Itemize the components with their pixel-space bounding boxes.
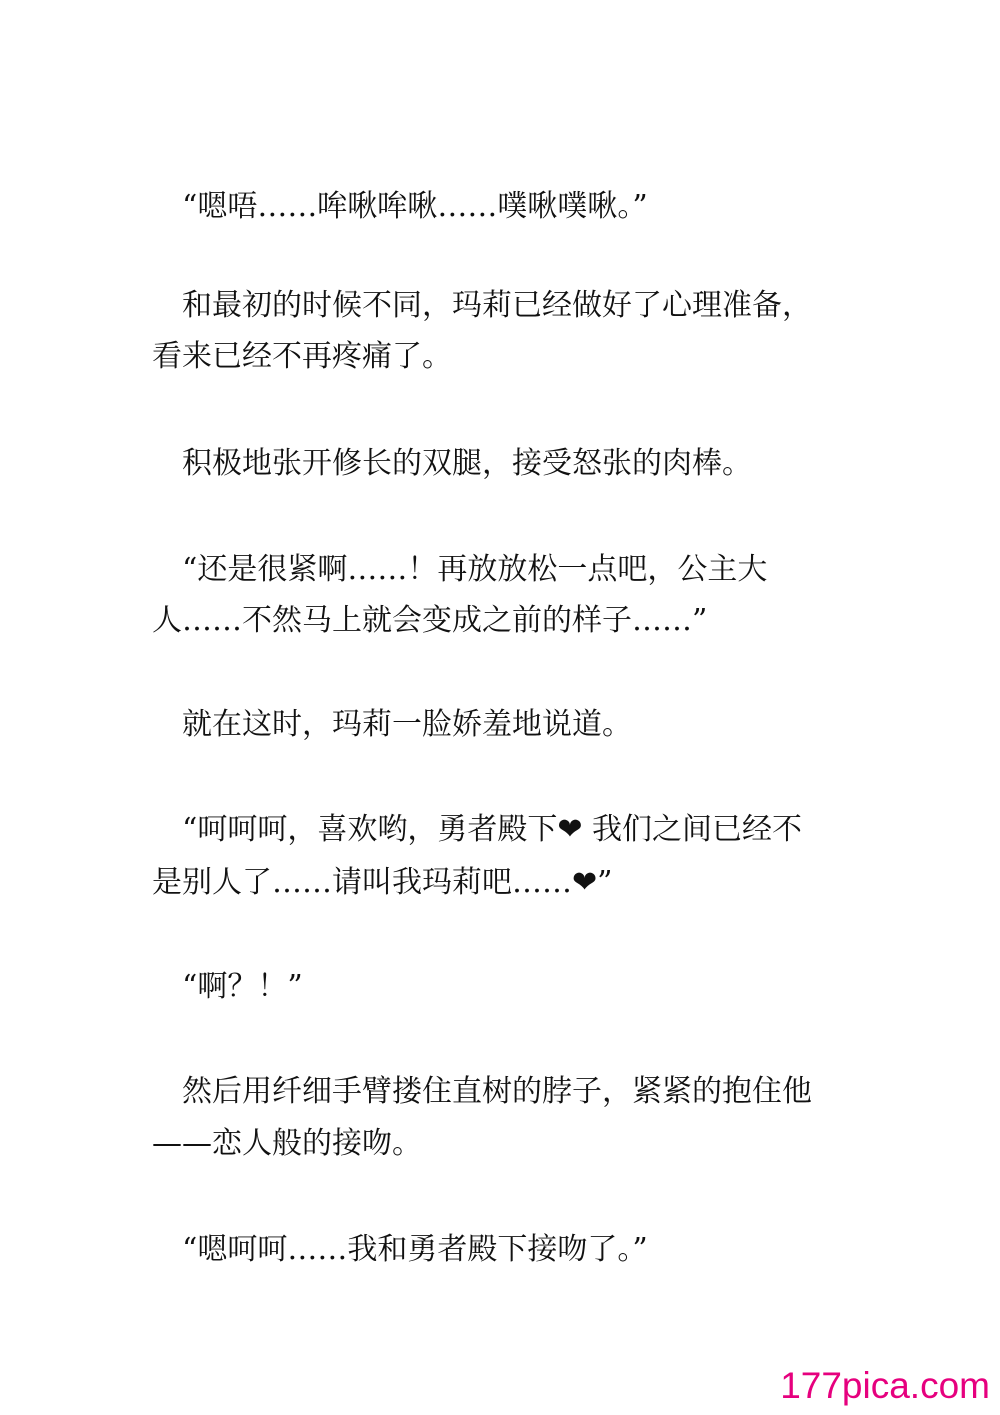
text-line: “嗯唔……哞啾哞啾……噗啾噗啾。” <box>152 189 648 224</box>
text-line: 然后用纤细手臂搂住直树的脖子，紧紧的抱住他 <box>152 1074 812 1109</box>
text-line: ——恋人般的接吻。 <box>152 1126 422 1161</box>
text-line: 和最初的时候不同，玛莉已经做好了心理准备， <box>152 288 812 323</box>
text-line: “嗯呵呵……我和勇者殿下接吻了。” <box>152 1232 648 1267</box>
text-line: 积极地张开修长的双腿，接受怒张的肉棒。 <box>152 446 752 481</box>
text-line: 是别人了……请叫我玛莉吧……❤” <box>152 865 613 900</box>
text-line: 人……不然马上就会变成之前的样子……” <box>152 603 708 638</box>
text-line: 看来已经不再疼痛了。 <box>152 339 452 374</box>
text-line: “呵呵呵，喜欢哟，勇者殿下❤ 我们之间已经不 <box>152 812 803 847</box>
text-line: 就在这时，玛莉一脸娇羞地说道。 <box>152 707 632 742</box>
text-line: “啊？！” <box>152 969 303 1004</box>
watermark: 177pica.com <box>780 1365 990 1406</box>
text-line: “还是很紧啊……！再放放松一点吧，公主大 <box>152 552 768 587</box>
